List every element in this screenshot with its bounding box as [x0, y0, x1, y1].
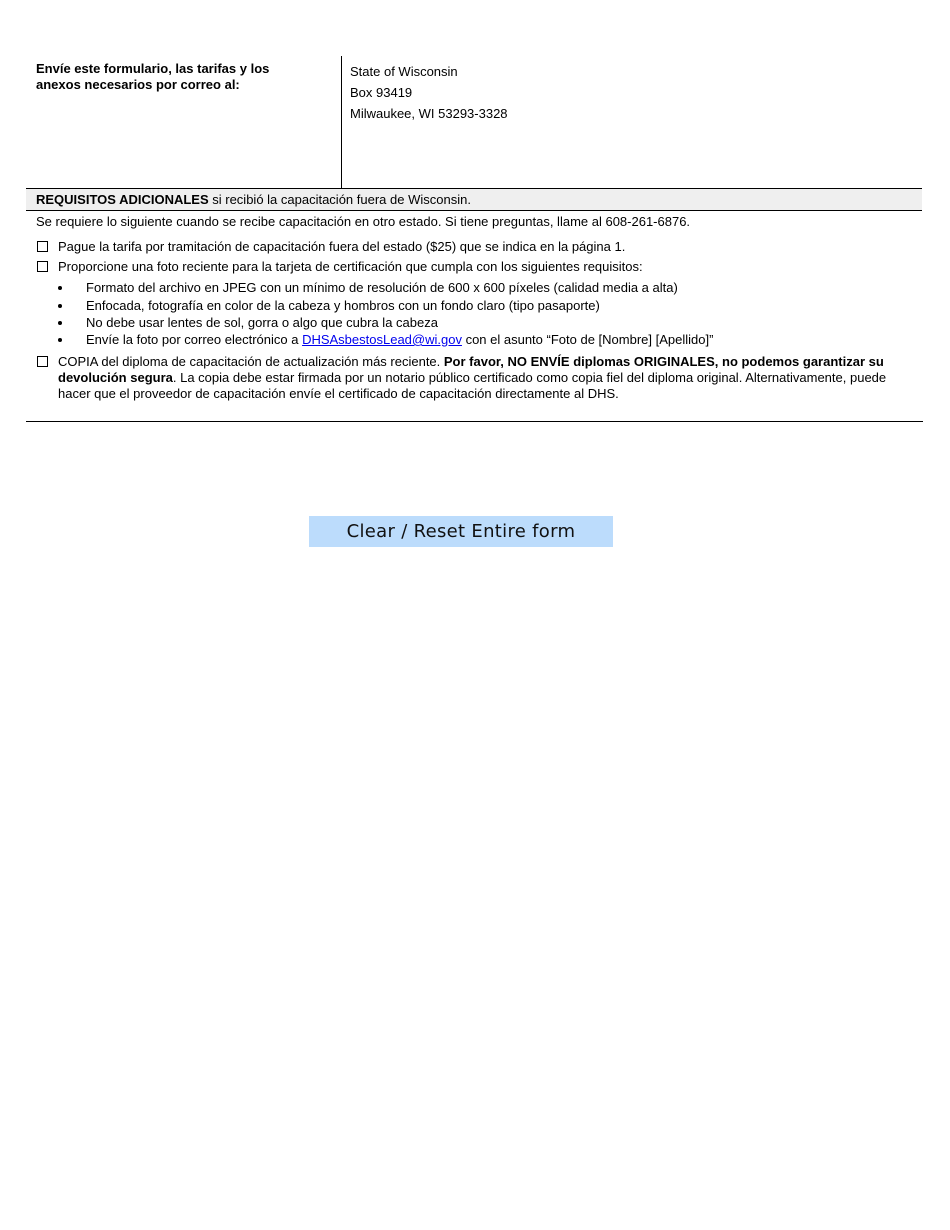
section-header — [26, 188, 922, 211]
checkbox[interactable] — [37, 356, 48, 367]
mailing-address — [350, 61, 508, 124]
bullet-icon — [58, 304, 62, 308]
item-label: Pague la tarifa por tramitación de capacitación fuera del estado ($25) que se indica en la página 1. — [58, 239, 626, 254]
bullet-text: No debe usar lentes de sol, gorra o algo que cubra la cabeza — [86, 315, 438, 330]
address-line: Milwaukee, WI 53293-3328 — [350, 106, 508, 121]
section-subtitle: si recibió la capacitación fuera de Wisconsin. — [208, 192, 471, 207]
item-label: COPIA del diploma de capacitación de actualización más reciente. — [58, 354, 444, 369]
address-line: Box 93419 — [350, 85, 413, 100]
bullet-text: Enfocada, fotografía en color de la cabeza y hombros con un fondo claro (tipo pasaporte) — [86, 298, 600, 313]
item-warning: Por favor, NO ENVÍE diplomas ORIGINALES, no podemos garantizar su devolución segura — [58, 354, 884, 385]
divider — [341, 56, 342, 188]
clear-reset-button[interactable]: Clear / Reset Entire form — [309, 516, 613, 547]
email-link[interactable]: DHSAsbestosLead@wi.gov — [302, 332, 462, 347]
checkbox[interactable] — [37, 261, 48, 272]
item-label: Proporcione una foto reciente para la tarjeta de certificación que cumpla con los siguientes requisitos: — [58, 259, 643, 274]
mailing-label: Envíe este formulario, las tarifas y los anexos necesarios por correo al: — [36, 61, 270, 92]
item-label: . La copia debe estar firmada por un notario público certificado como copia fiel del diploma original. Alternativamente, puede hacer que el proveedor de capacitación envíe el certificado de capacitación directamente al DHS. — [58, 370, 887, 401]
bullet-icon — [58, 321, 62, 325]
bullet-icon — [58, 338, 62, 342]
checkbox[interactable] — [37, 241, 48, 252]
section-intro: Se requiere lo siguiente cuando se recibe capacitación en otro estado. Si tiene preguntas, llame al 608-261-6876. — [36, 214, 691, 229]
section-rule — [26, 421, 923, 422]
section-title: REQUISITOS ADICIONALES — [36, 192, 209, 207]
bullet-text: con el asunto “Foto de [Nombre] [Apellido]” — [461, 332, 714, 347]
address-line: State of Wisconsin — [350, 64, 458, 79]
bullet-text: Formato del archivo en JPEG con un mínimo de resolución de 600 x 600 píxeles (calidad media a alta) — [86, 280, 678, 295]
bullet-text: Envíe la foto por correo electrónico a — [86, 332, 303, 347]
bullet-icon — [58, 286, 62, 290]
